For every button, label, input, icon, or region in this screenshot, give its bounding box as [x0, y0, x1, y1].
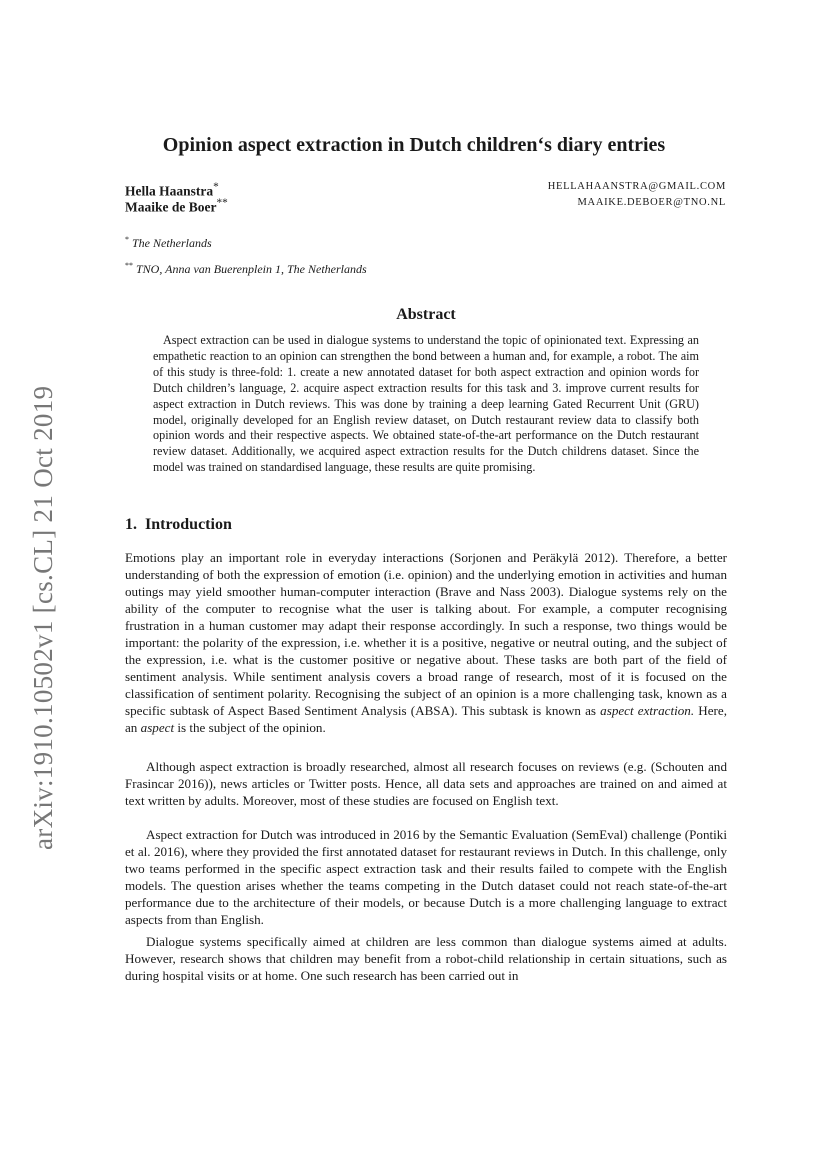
body-paragraph: Aspect extraction for Dutch was introduced in 2016 by the Semantic Evaluation (SemEval) challenge (Pontiki et al. 2016), where they provided the first annotated dataset for restaurant reviews in Dutch. In this challenge, only two teams performed in the specific aspect extraction task and their results failed to compete with the English models. The question arises whether the teams competing in the Dutch dataset could not reach state-of-the-art performance due to the architecture of their models, or because Dutch is a more challenging language to extract aspects from than English. — [125, 827, 727, 927]
arxiv-identifier: arXiv:1910.10502v1 [cs.CL] 21 Oct 2019 — [28, 385, 58, 850]
section-heading — [125, 516, 232, 534]
paper-title: Opinion aspect extraction in Dutch children‘s diary entries — [162, 134, 666, 156]
section-number: 1. — [125, 516, 137, 533]
author-row — [125, 197, 726, 216]
author-name: Hella Haanstra* — [125, 181, 219, 199]
affiliation: ** TNO, Anna van Buerenplein 1, The Netherlands — [125, 261, 367, 276]
author-email[interactable]: MAAIKE.DEBOER@TNO.NL — [577, 197, 726, 208]
abstract-text: Aspect extraction can be used in dialogue systems to understand the topic of opinionated text. Expressing an empathetic reaction to an opinion can strengthen the bond between a human and, for example, a robot. The aim of this study is three-fold: 1. create a new annotated dataset for both aspect extraction and opinion words for Dutch children’s language, 2. acquire aspect extraction results for this task and 3. improve current results for aspect extraction in Dutch reviews. This was done by training a deep learning Gated Recurrent Unit (GRU) model, originally developed for an English review dataset, on Dutch restaurant review data to classify both opinion words and their respective aspects. We obtained state-of-the-art performance on the Dutch restaurant review dataset. Additionally, we acquired aspect extraction results for the Dutch childrens dataset. Since the model was trained on standardised language, these results are quite promising. — [153, 333, 699, 475]
emphasis: aspect — [140, 720, 175, 735]
body-paragraph: Dialogue systems specifically aimed at children are less common than dialogue systems aimed at adults. However, research shows that children may benefit from a robot-child relationship in certain situations, such as during hospital visits or at home. One such research has been carried out in — [125, 934, 727, 983]
body-paragraph: Emotions play an important role in everyday interactions (Sorjonen and Peräkylä 2012). Therefore, a better understanding of both the expression of emotion (i.e. opinion) and the underlying emotion in activities and human outings may yield smoother human-computer interaction (Brave and Nass 2003). Dialogue systems rely on the ability of the computer to recognise what the user is talking about. For example, a computer recognising frustration in a human customer may adapt their response accordingly. In such a response, two things would be important: the polarity of the expression, i.e. whether it is a positive, negative or neutral outing, and the subject of the expression, i.e. what is the customer positive or negative about. These tasks are both part of the field of sentiment analysis. While sentiment analysis covers a broad range of research, most of it is focused on the classification of sentiment polarity. Recognising the subject of an opinion is a more challenging task, known as a specific subtask of Aspect Based Sentiment Analysis (ABSA). This subtask is known as aspect extraction. Here, an aspect is the subject of the opinion. — [125, 550, 727, 735]
author-email[interactable]: HELLAHAANSTRA@GMAIL.COM — [547, 181, 726, 192]
abstract-heading: Abstract — [396, 306, 456, 323]
section-title: Introduction — [145, 516, 232, 533]
emphasis: aspect extraction. — [600, 703, 695, 718]
author-name: Maaike de Boer** — [125, 197, 228, 215]
body-paragraph: Although aspect extraction is broadly researched, almost all research focuses on reviews (e.g. (Schouten and Frasincar 2016)), news articles or Twitter posts. Hence, all data sets and approaches are trained on and aimed at text written by adults. Moreover, most of these studies are focused on English text. — [125, 759, 727, 808]
affiliation: * The Netherlands — [125, 235, 212, 250]
